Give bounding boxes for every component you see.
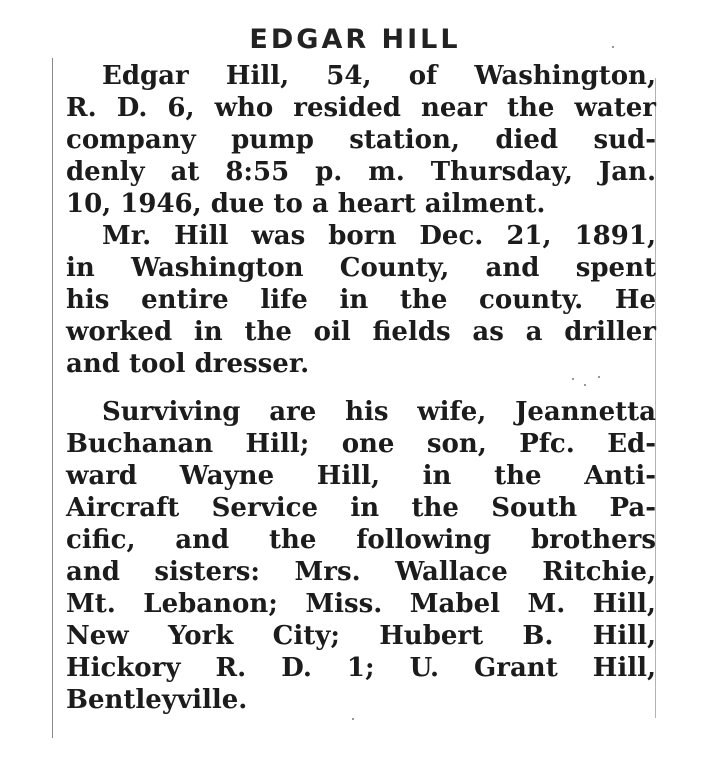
text-line: ward Wayne Hill, in the Anti- bbox=[66, 461, 656, 491]
text-line: Aircraft Service in the South Pa- bbox=[66, 493, 656, 523]
text-line: Buchanan Hill; one son, Pfc. Ed- bbox=[66, 429, 656, 459]
text-line: company pump station, died sud- bbox=[66, 125, 656, 155]
text-line: Edgar Hill, 54, of Washington, bbox=[102, 61, 656, 91]
print-speck bbox=[612, 46, 614, 48]
print-speck bbox=[598, 376, 600, 378]
paragraph-death-notice bbox=[66, 60, 656, 220]
text-line: and sisters: Mrs. Wallace Ritchie, bbox=[66, 557, 656, 587]
text-line: in Washington County, and spent bbox=[66, 253, 656, 283]
text-line: Surviving are his wife, Jeannetta bbox=[102, 397, 656, 427]
text-line: denly at 8:55 p. m. Thursday, Jan. bbox=[66, 157, 656, 187]
text-line: New York City; Hubert B. Hill, bbox=[66, 621, 656, 651]
text-line: R. D. 6, who resided near the water bbox=[66, 93, 656, 123]
paragraph-survivors bbox=[66, 396, 656, 716]
text-line: 10, 1946, due to a heart ailment. bbox=[66, 189, 546, 219]
text-line: and tool dresser. bbox=[66, 349, 310, 379]
text-line: Mt. Lebanon; Miss. Mabel M. Hill, bbox=[66, 589, 656, 619]
print-speck bbox=[352, 718, 354, 720]
clipping-left-edge bbox=[52, 58, 53, 738]
text-line: Hickory R. D. 1; U. Grant Hill, bbox=[66, 653, 656, 683]
text-line: Bentleyville. bbox=[66, 685, 248, 715]
text-line: worked in the oil fields as a driller bbox=[66, 317, 656, 347]
obituary-headline: EDGAR HILL bbox=[249, 24, 461, 55]
text-line: Mr. Hill was born Dec. 21, 1891, bbox=[102, 221, 656, 251]
newspaper-clipping bbox=[52, 18, 658, 720]
print-speck bbox=[572, 378, 574, 380]
paragraph-biography bbox=[66, 220, 656, 380]
text-line: cific, and the following brothers bbox=[66, 525, 656, 555]
print-speck bbox=[584, 384, 586, 386]
text-line: his entire life in the county. He bbox=[66, 285, 656, 315]
